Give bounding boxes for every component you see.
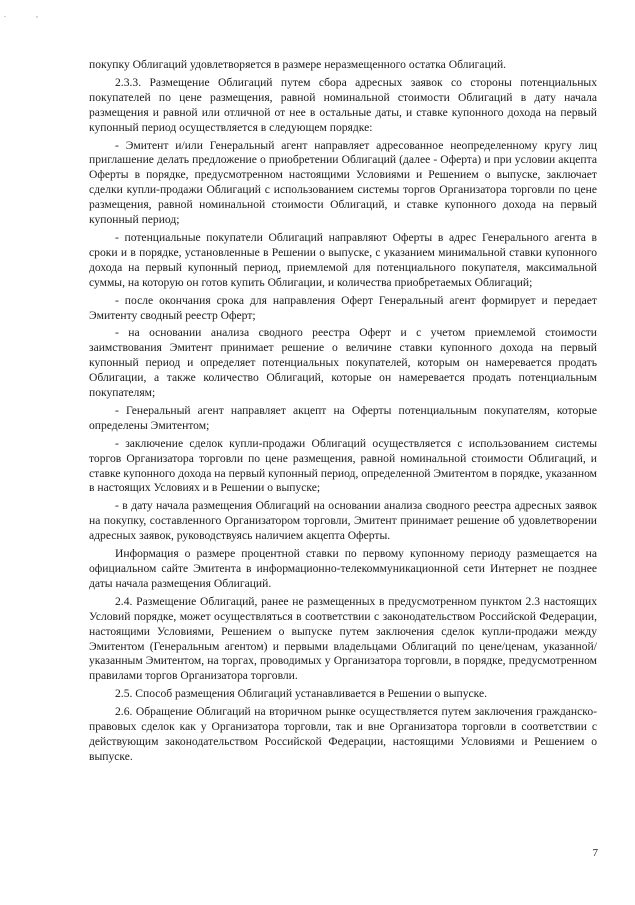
paragraph-2-5: 2.5. Способ размещения Облигаций устанавливается в Решении о выпуске. [115, 687, 488, 701]
page-number: 7 [592, 847, 598, 859]
paragraph-2-4: 2.4. Размещение Облигаций, ранее не размещенных в предусмотренном пунктом 2.3 настоящих Условий порядке, может осуществляться в соответствии с законодательством Российской Федерации, настоящими Условиями, Решением о выпуске путем заключения сделок купли-продажи между Эмитентом (Генеральным агентом) и первыми владельцами Облигаций по цене/ценам, указанной/указанным Эмитентом, на торгах, проводимых у Организатора торговли, в порядке, предусмотренном правилами торгов Организатора торговли. [89, 594, 597, 683]
list-item-buyers-offers: - потенциальные покупатели Облигаций направляют Оферты в адрес Генерального агента в сроки и в порядке, установленные в Решении о выпуске, с указанием минимальной ставки купонного дохода на первый купонный период, приемлемой для потенциального покупателя, максимальной суммы, на которую он готов купить Облигации, и количества приобретаемых Облигаций; [89, 230, 597, 289]
list-item-coupon-decision: - на основании анализа сводного реестра Оферт и с учетом приемлемой стоимости заимствования Эмитент принимает решение о величине ставки купонного дохода на первый купонный период и определяет потенциальных покупателей, которым он намеревается продать Облигации, а также количество Облигаций, которые он намеревается продать потенциальным покупателям; [89, 326, 597, 400]
paragraph-2-3-3: 2.3.3. Размещение Облигаций путем сбора адресных заявок со стороны потенциальных покупателей по цене размещения, равной номинальной стоимости Облигаций в дату начала размещения и равной или отличной от нее в остальные даты, и ставке купонного дохода на первый купонный период осуществляется в следующем порядке: [89, 75, 597, 134]
paragraph-2-6: 2.6. Обращение Облигаций на вторичном рынке осуществляется путем заключения гражданско-правовых сделок как у Организатора торговли, так и вне Организатора торговли в соответствии с действующим законодательством Российской Федерации, настоящими Условиями и Решением о выпуске. [89, 705, 597, 763]
paragraph-continuation: покупку Облигаций удовлетворяется в размере неразмещенного остатка Облигаций. [89, 58, 507, 71]
paragraph-rate-info: Информация о размере процентной ставки по первому купонному периоду размещается на официальном сайте Эмитента в информационно-телекоммуникационной сети Интернет не позднее даты начала размещения Облигаций. [89, 547, 597, 590]
document-body [89, 58, 597, 768]
list-item-emitent-invitation: - Эмитент и/или Генеральный агент направляет адресованное неопределенному кругу лиц приглашение делать предложение о приобретении Облигаций (далее - Оферта) и при условии акцепта Оферты в порядке, предусмотренном настоящими Условиями и Решением о выпуске, заключает сделки купли-продажи Облигаций с использованием системы торгов Организатора торговли по цене размещения, равной номинальной стоимости Облигаций, и ставке купонного дохода на первый купонный период; [89, 138, 597, 227]
scan-marks: . , [4, 10, 52, 19]
list-item-placement-date: - в дату начала размещения Облигаций на основании анализа сводного реестра адресных заявок на покупку, составленного Организатором торговли, Эмитент принимает решение об удовлетворении адресных заявок, руководствуясь наличием акцепта Оферты. [89, 499, 597, 543]
list-item-offer-registry: - после окончания срока для направления Оферт Генеральный агент формирует и передает Эмитенту сводный реестр Оферт; [89, 293, 597, 322]
list-item-deals: - заключение сделок купли-продажи Облигаций осуществляется с использованием системы торгов Организатора торговли по цене размещения, равной номинальной стоимости Облигаций, и ставке купонного дохода на первый купонный период, определенной Эмитентом в порядке, указанном в настоящих Условиях и в Решении о выпуске; [89, 436, 597, 495]
list-item-acceptance: - Генеральный агент направляет акцепт на Оферты потенциальным покупателям, которые определены Эмитентом; [89, 403, 597, 432]
